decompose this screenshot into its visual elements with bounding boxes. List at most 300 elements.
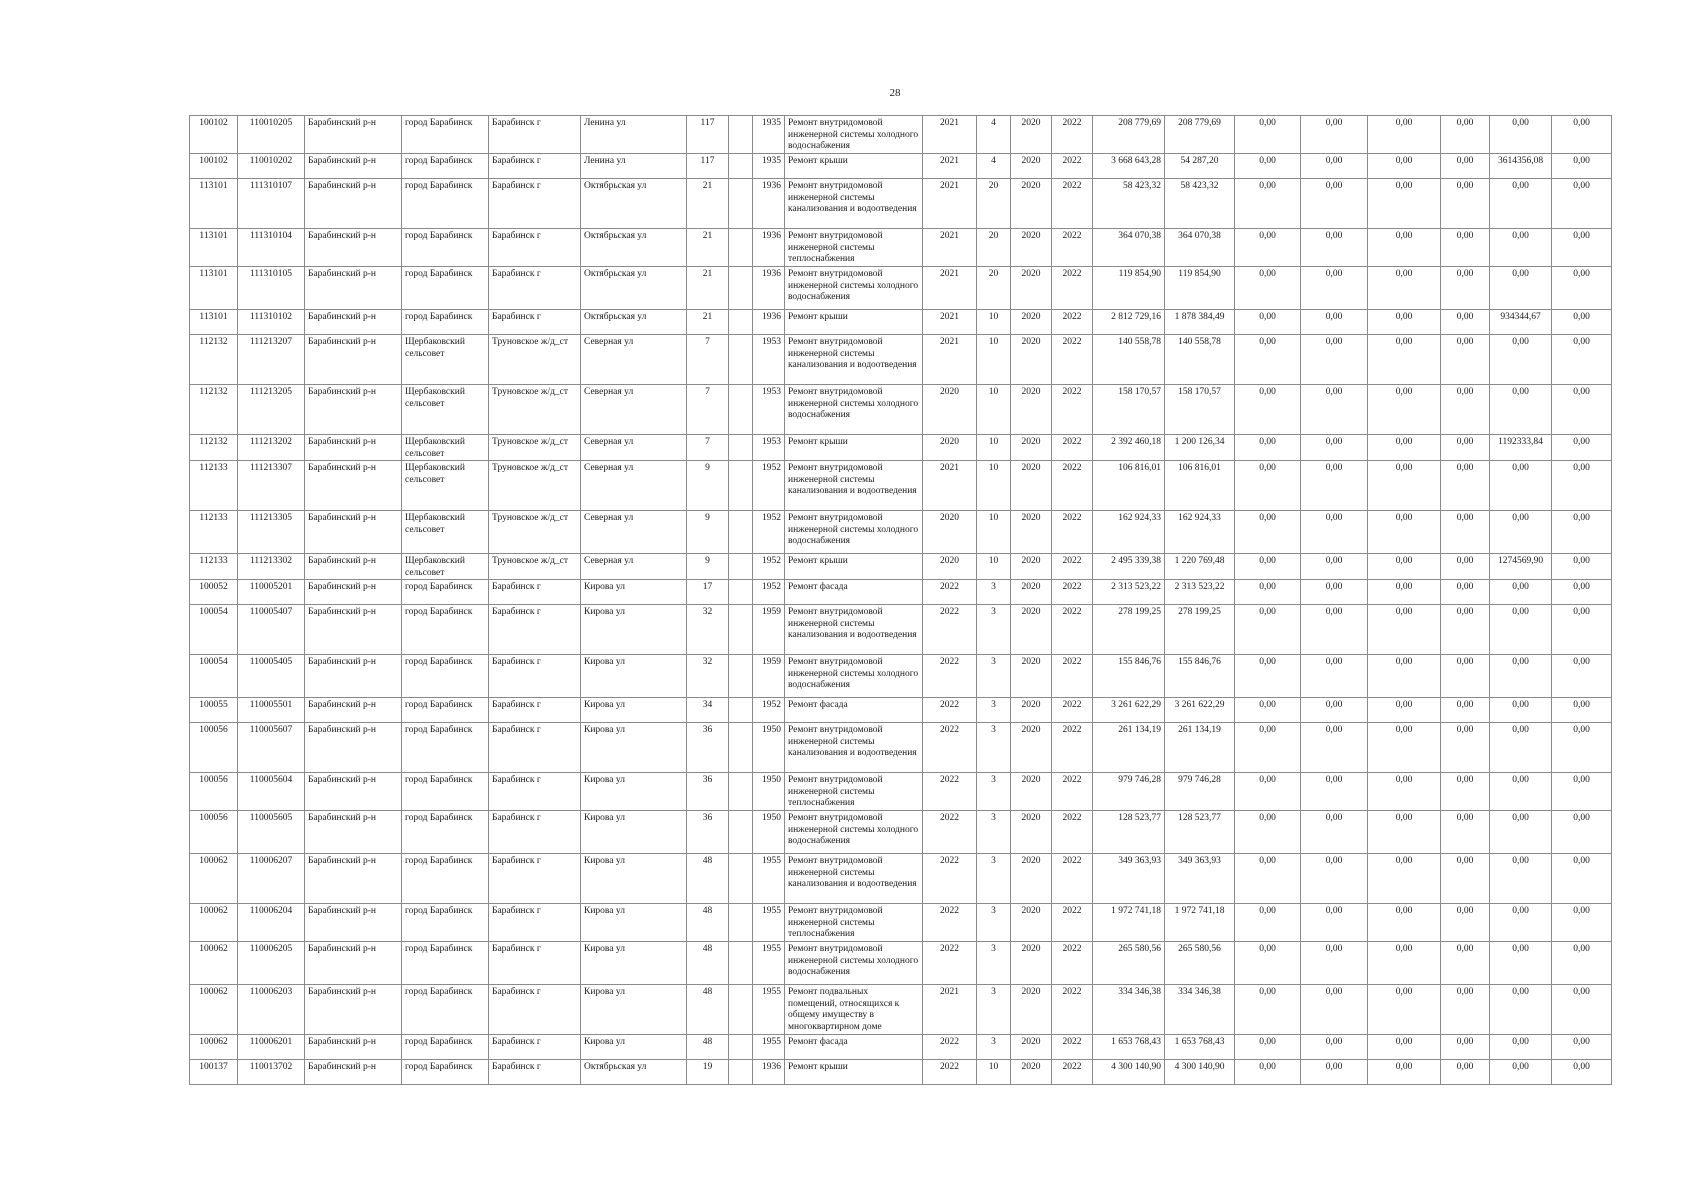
cell-amount-4: 0,00 bbox=[1441, 229, 1490, 267]
cell-building bbox=[729, 511, 753, 554]
cell-amount-3: 0,00 bbox=[1368, 942, 1441, 985]
cell-settlement: Барабинск г bbox=[489, 179, 581, 229]
capital-repair-table-wrapper bbox=[189, 115, 1612, 1085]
cell-fund-amount: 3 261 622,29 bbox=[1165, 698, 1235, 723]
cell-amount-4: 0,00 bbox=[1441, 580, 1490, 605]
cell-house-number: 32 bbox=[687, 655, 729, 698]
table-row bbox=[190, 1060, 1612, 1085]
cell-district: Барабинский р-н bbox=[305, 116, 402, 154]
cell-amount-2: 0,00 bbox=[1301, 229, 1368, 267]
cell-district: Барабинский р-н bbox=[305, 461, 402, 511]
cell-amount-6: 0,00 bbox=[1552, 1035, 1612, 1060]
cell-municipality: Щербаковский сельсовет bbox=[402, 435, 489, 461]
cell-amount-5: 0,00 bbox=[1490, 985, 1552, 1035]
cell-amount-2: 0,00 bbox=[1301, 904, 1368, 942]
page-number: 28 bbox=[889, 87, 901, 99]
cell-period-end: 2022 bbox=[1052, 267, 1093, 310]
table-row bbox=[190, 116, 1612, 154]
cell-building bbox=[729, 773, 753, 811]
cell-amount-4: 0,00 bbox=[1441, 904, 1490, 942]
cell-house-id: 112133 bbox=[190, 511, 238, 554]
cell-amount-3: 0,00 bbox=[1368, 385, 1441, 435]
cell-fund-amount: 1 220 769,48 bbox=[1165, 554, 1235, 580]
cell-settlement: Барабинск г bbox=[489, 985, 581, 1035]
cell-work-id: 111213205 bbox=[238, 385, 305, 435]
cell-municipality: город Барабинск bbox=[402, 723, 489, 773]
cell-count: 3 bbox=[977, 698, 1011, 723]
cell-work-type: Ремонт внутридомовой инженерной системы теплоснабжения bbox=[785, 904, 923, 942]
cell-period-end: 2022 bbox=[1052, 605, 1093, 655]
cell-work-id: 110006201 bbox=[238, 1035, 305, 1060]
cell-amount-5: 0,00 bbox=[1490, 335, 1552, 385]
cell-count: 4 bbox=[977, 154, 1011, 179]
cell-municipality: город Барабинск bbox=[402, 1035, 489, 1060]
cell-amount-2: 0,00 bbox=[1301, 985, 1368, 1035]
cell-total-cost: 4 300 140,90 bbox=[1093, 1060, 1165, 1085]
cell-amount-1: 0,00 bbox=[1235, 116, 1301, 154]
cell-work-type: Ремонт крыши bbox=[785, 435, 923, 461]
cell-amount-4: 0,00 bbox=[1441, 461, 1490, 511]
cell-amount-3: 0,00 bbox=[1368, 580, 1441, 605]
cell-fund-amount: 261 134,19 bbox=[1165, 723, 1235, 773]
cell-street: Северная ул bbox=[581, 385, 687, 435]
cell-amount-3: 0,00 bbox=[1368, 1060, 1441, 1085]
cell-amount-5: 0,00 bbox=[1490, 267, 1552, 310]
cell-fund-amount: 58 423,32 bbox=[1165, 179, 1235, 229]
cell-district: Барабинский р-н bbox=[305, 154, 402, 179]
cell-municipality: город Барабинск bbox=[402, 698, 489, 723]
cell-plan-year: 2021 bbox=[923, 179, 977, 229]
cell-period-end: 2022 bbox=[1052, 1035, 1093, 1060]
cell-fund-amount: 349 363,93 bbox=[1165, 854, 1235, 904]
cell-total-cost: 140 558,78 bbox=[1093, 335, 1165, 385]
cell-house-id: 112132 bbox=[190, 385, 238, 435]
cell-count: 3 bbox=[977, 985, 1011, 1035]
cell-period-start: 2020 bbox=[1011, 310, 1052, 335]
cell-amount-4: 0,00 bbox=[1441, 335, 1490, 385]
cell-year-built: 1953 bbox=[753, 335, 785, 385]
cell-work-type: Ремонт крыши bbox=[785, 554, 923, 580]
cell-street: Кирова ул bbox=[581, 1035, 687, 1060]
cell-plan-year: 2022 bbox=[923, 698, 977, 723]
cell-period-start: 2020 bbox=[1011, 698, 1052, 723]
cell-amount-4: 0,00 bbox=[1441, 811, 1490, 854]
cell-house-id: 100054 bbox=[190, 605, 238, 655]
cell-municipality: город Барабинск bbox=[402, 773, 489, 811]
cell-street: Северная ул bbox=[581, 435, 687, 461]
cell-amount-1: 0,00 bbox=[1235, 511, 1301, 554]
cell-total-cost: 128 523,77 bbox=[1093, 811, 1165, 854]
cell-house-number: 117 bbox=[687, 116, 729, 154]
cell-municipality: Щербаковский сельсовет bbox=[402, 385, 489, 435]
cell-house-number: 9 bbox=[687, 554, 729, 580]
cell-amount-5: 0,00 bbox=[1490, 904, 1552, 942]
cell-work-id: 110010202 bbox=[238, 154, 305, 179]
cell-total-cost: 155 846,76 bbox=[1093, 655, 1165, 698]
cell-amount-2: 0,00 bbox=[1301, 854, 1368, 904]
cell-fund-amount: 2 313 523,22 bbox=[1165, 580, 1235, 605]
cell-total-cost: 1 653 768,43 bbox=[1093, 1035, 1165, 1060]
cell-plan-year: 2022 bbox=[923, 811, 977, 854]
cell-total-cost: 261 134,19 bbox=[1093, 723, 1165, 773]
cell-period-start: 2020 bbox=[1011, 904, 1052, 942]
cell-settlement: Барабинск г bbox=[489, 267, 581, 310]
cell-fund-amount: 278 199,25 bbox=[1165, 605, 1235, 655]
table-row bbox=[190, 335, 1612, 385]
cell-building bbox=[729, 854, 753, 904]
cell-total-cost: 162 924,33 bbox=[1093, 511, 1165, 554]
cell-fund-amount: 334 346,38 bbox=[1165, 985, 1235, 1035]
cell-settlement: Труновское ж/д_ст bbox=[489, 511, 581, 554]
cell-settlement: Барабинск г bbox=[489, 1035, 581, 1060]
cell-work-type: Ремонт фасада bbox=[785, 580, 923, 605]
cell-amount-5: 0,00 bbox=[1490, 580, 1552, 605]
cell-building bbox=[729, 811, 753, 854]
cell-district: Барабинский р-н bbox=[305, 310, 402, 335]
cell-amount-4: 0,00 bbox=[1441, 154, 1490, 179]
cell-house-id: 112132 bbox=[190, 435, 238, 461]
cell-period-start: 2020 bbox=[1011, 580, 1052, 605]
table-row bbox=[190, 179, 1612, 229]
cell-district: Барабинский р-н bbox=[305, 811, 402, 854]
cell-settlement: Труновское ж/д_ст bbox=[489, 461, 581, 511]
cell-amount-1: 0,00 bbox=[1235, 267, 1301, 310]
cell-year-built: 1950 bbox=[753, 773, 785, 811]
cell-work-id: 110006203 bbox=[238, 985, 305, 1035]
cell-house-number: 34 bbox=[687, 698, 729, 723]
cell-plan-year: 2020 bbox=[923, 435, 977, 461]
cell-work-type: Ремонт внутридомовой инженерной системы холодного водоснабжения bbox=[785, 942, 923, 985]
cell-fund-amount: 265 580,56 bbox=[1165, 942, 1235, 985]
cell-fund-amount: 106 816,01 bbox=[1165, 461, 1235, 511]
cell-fund-amount: 4 300 140,90 bbox=[1165, 1060, 1235, 1085]
cell-district: Барабинский р-н bbox=[305, 554, 402, 580]
cell-street: Кирова ул bbox=[581, 773, 687, 811]
cell-street: Кирова ул bbox=[581, 723, 687, 773]
cell-amount-4: 0,00 bbox=[1441, 854, 1490, 904]
cell-fund-amount: 1 653 768,43 bbox=[1165, 1035, 1235, 1060]
cell-municipality: город Барабинск bbox=[402, 904, 489, 942]
cell-house-id: 100052 bbox=[190, 580, 238, 605]
cell-period-end: 2022 bbox=[1052, 385, 1093, 435]
cell-amount-2: 0,00 bbox=[1301, 461, 1368, 511]
cell-amount-3: 0,00 bbox=[1368, 554, 1441, 580]
cell-amount-6: 0,00 bbox=[1552, 511, 1612, 554]
table-row bbox=[190, 723, 1612, 773]
cell-municipality: Щербаковский сельсовет bbox=[402, 335, 489, 385]
cell-period-start: 2020 bbox=[1011, 854, 1052, 904]
cell-building bbox=[729, 655, 753, 698]
cell-building bbox=[729, 267, 753, 310]
cell-period-end: 2022 bbox=[1052, 435, 1093, 461]
cell-amount-1: 0,00 bbox=[1235, 655, 1301, 698]
cell-municipality: город Барабинск bbox=[402, 811, 489, 854]
cell-period-end: 2022 bbox=[1052, 904, 1093, 942]
cell-period-start: 2020 bbox=[1011, 267, 1052, 310]
cell-plan-year: 2022 bbox=[923, 1060, 977, 1085]
cell-amount-3: 0,00 bbox=[1368, 811, 1441, 854]
cell-count: 3 bbox=[977, 773, 1011, 811]
cell-house-number: 48 bbox=[687, 854, 729, 904]
cell-year-built: 1936 bbox=[753, 1060, 785, 1085]
cell-count: 10 bbox=[977, 1060, 1011, 1085]
cell-amount-5: 0,00 bbox=[1490, 1060, 1552, 1085]
cell-amount-1: 0,00 bbox=[1235, 461, 1301, 511]
cell-street: Кирова ул bbox=[581, 580, 687, 605]
cell-house-id: 100062 bbox=[190, 942, 238, 985]
cell-municipality: город Барабинск bbox=[402, 310, 489, 335]
cell-building bbox=[729, 1060, 753, 1085]
cell-plan-year: 2021 bbox=[923, 985, 977, 1035]
cell-work-type: Ремонт внутридомовой инженерной системы холодного водоснабжения bbox=[785, 655, 923, 698]
cell-house-number: 9 bbox=[687, 461, 729, 511]
cell-settlement: Барабинск г bbox=[489, 310, 581, 335]
cell-year-built: 1955 bbox=[753, 904, 785, 942]
cell-fund-amount: 140 558,78 bbox=[1165, 335, 1235, 385]
cell-street: Кирова ул bbox=[581, 811, 687, 854]
cell-count: 3 bbox=[977, 580, 1011, 605]
cell-street: Северная ул bbox=[581, 511, 687, 554]
cell-work-id: 111213305 bbox=[238, 511, 305, 554]
cell-building bbox=[729, 723, 753, 773]
cell-street: Октябрьская ул bbox=[581, 1060, 687, 1085]
cell-plan-year: 2022 bbox=[923, 655, 977, 698]
cell-total-cost: 119 854,90 bbox=[1093, 267, 1165, 310]
cell-total-cost: 979 746,28 bbox=[1093, 773, 1165, 811]
cell-house-id: 100062 bbox=[190, 854, 238, 904]
cell-amount-2: 0,00 bbox=[1301, 385, 1368, 435]
cell-amount-4: 0,00 bbox=[1441, 1060, 1490, 1085]
cell-settlement: Труновское ж/д_ст bbox=[489, 554, 581, 580]
cell-district: Барабинский р-н bbox=[305, 723, 402, 773]
cell-amount-1: 0,00 bbox=[1235, 1035, 1301, 1060]
cell-period-end: 2022 bbox=[1052, 698, 1093, 723]
cell-house-number: 48 bbox=[687, 1035, 729, 1060]
cell-district: Барабинский р-н bbox=[305, 335, 402, 385]
cell-building bbox=[729, 580, 753, 605]
cell-amount-2: 0,00 bbox=[1301, 773, 1368, 811]
cell-amount-4: 0,00 bbox=[1441, 267, 1490, 310]
cell-amount-6: 0,00 bbox=[1552, 605, 1612, 655]
cell-building bbox=[729, 435, 753, 461]
cell-amount-4: 0,00 bbox=[1441, 554, 1490, 580]
cell-work-type: Ремонт внутридомовой инженерной системы канализования и водоотведения bbox=[785, 854, 923, 904]
cell-period-end: 2022 bbox=[1052, 310, 1093, 335]
table-row bbox=[190, 605, 1612, 655]
cell-amount-6: 0,00 bbox=[1552, 116, 1612, 154]
cell-amount-2: 0,00 bbox=[1301, 723, 1368, 773]
cell-period-start: 2020 bbox=[1011, 435, 1052, 461]
cell-district: Барабинский р-н bbox=[305, 511, 402, 554]
cell-district: Барабинский р-н bbox=[305, 942, 402, 985]
cell-period-end: 2022 bbox=[1052, 116, 1093, 154]
cell-street: Кирова ул bbox=[581, 942, 687, 985]
cell-amount-6: 0,00 bbox=[1552, 811, 1612, 854]
cell-district: Барабинский р-н bbox=[305, 580, 402, 605]
cell-amount-2: 0,00 bbox=[1301, 511, 1368, 554]
cell-year-built: 1952 bbox=[753, 554, 785, 580]
cell-amount-3: 0,00 bbox=[1368, 267, 1441, 310]
cell-street: Октябрьская ул bbox=[581, 267, 687, 310]
cell-count: 10 bbox=[977, 554, 1011, 580]
cell-amount-1: 0,00 bbox=[1235, 385, 1301, 435]
cell-year-built: 1959 bbox=[753, 605, 785, 655]
cell-work-id: 110005407 bbox=[238, 605, 305, 655]
cell-count: 20 bbox=[977, 229, 1011, 267]
cell-building bbox=[729, 179, 753, 229]
cell-fund-amount: 162 924,33 bbox=[1165, 511, 1235, 554]
cell-count: 3 bbox=[977, 1035, 1011, 1060]
cell-year-built: 1936 bbox=[753, 267, 785, 310]
cell-amount-3: 0,00 bbox=[1368, 310, 1441, 335]
cell-work-type: Ремонт внутридомовой инженерной системы теплоснабжения bbox=[785, 229, 923, 267]
cell-house-number: 48 bbox=[687, 985, 729, 1035]
table-row bbox=[190, 461, 1612, 511]
cell-fund-amount: 54 287,20 bbox=[1165, 154, 1235, 179]
cell-fund-amount: 1 878 384,49 bbox=[1165, 310, 1235, 335]
cell-amount-6: 0,00 bbox=[1552, 229, 1612, 267]
cell-amount-1: 0,00 bbox=[1235, 698, 1301, 723]
cell-period-start: 2020 bbox=[1011, 655, 1052, 698]
cell-amount-5: 0,00 bbox=[1490, 723, 1552, 773]
cell-work-type: Ремонт внутридомовой инженерной системы холодного водоснабжения bbox=[785, 811, 923, 854]
cell-amount-6: 0,00 bbox=[1552, 435, 1612, 461]
cell-municipality: город Барабинск bbox=[402, 179, 489, 229]
cell-amount-6: 0,00 bbox=[1552, 773, 1612, 811]
cell-fund-amount: 158 170,57 bbox=[1165, 385, 1235, 435]
cell-amount-6: 0,00 bbox=[1552, 335, 1612, 385]
cell-count: 3 bbox=[977, 655, 1011, 698]
cell-house-number: 21 bbox=[687, 267, 729, 310]
cell-house-number: 7 bbox=[687, 335, 729, 385]
cell-plan-year: 2021 bbox=[923, 229, 977, 267]
cell-period-end: 2022 bbox=[1052, 773, 1093, 811]
cell-period-start: 2020 bbox=[1011, 811, 1052, 854]
cell-house-id: 100056 bbox=[190, 723, 238, 773]
cell-year-built: 1952 bbox=[753, 580, 785, 605]
cell-period-start: 2020 bbox=[1011, 229, 1052, 267]
cell-work-type: Ремонт внутридомовой инженерной системы канализования и водоотведения bbox=[785, 723, 923, 773]
cell-work-id: 111310102 bbox=[238, 310, 305, 335]
cell-street: Северная ул bbox=[581, 335, 687, 385]
cell-house-number: 7 bbox=[687, 435, 729, 461]
cell-year-built: 1952 bbox=[753, 698, 785, 723]
cell-amount-1: 0,00 bbox=[1235, 580, 1301, 605]
cell-house-id: 112132 bbox=[190, 335, 238, 385]
cell-amount-6: 0,00 bbox=[1552, 904, 1612, 942]
cell-settlement: Барабинск г bbox=[489, 229, 581, 267]
cell-work-type: Ремонт фасада bbox=[785, 1035, 923, 1060]
cell-count: 20 bbox=[977, 179, 1011, 229]
cell-plan-year: 2022 bbox=[923, 1035, 977, 1060]
cell-plan-year: 2022 bbox=[923, 580, 977, 605]
cell-fund-amount: 155 846,76 bbox=[1165, 655, 1235, 698]
cell-district: Барабинский р-н bbox=[305, 267, 402, 310]
cell-municipality: город Барабинск bbox=[402, 267, 489, 310]
cell-house-number: 7 bbox=[687, 385, 729, 435]
cell-work-id: 111213202 bbox=[238, 435, 305, 461]
cell-building bbox=[729, 942, 753, 985]
cell-house-id: 113101 bbox=[190, 267, 238, 310]
cell-building bbox=[729, 461, 753, 511]
cell-work-id: 110006205 bbox=[238, 942, 305, 985]
cell-period-start: 2020 bbox=[1011, 511, 1052, 554]
cell-period-end: 2022 bbox=[1052, 554, 1093, 580]
cell-period-end: 2022 bbox=[1052, 854, 1093, 904]
cell-period-end: 2022 bbox=[1052, 723, 1093, 773]
cell-work-id: 110013702 bbox=[238, 1060, 305, 1085]
cell-count: 10 bbox=[977, 461, 1011, 511]
cell-street: Октябрьская ул bbox=[581, 179, 687, 229]
cell-amount-4: 0,00 bbox=[1441, 942, 1490, 985]
cell-amount-5: 0,00 bbox=[1490, 811, 1552, 854]
cell-street: Кирова ул bbox=[581, 985, 687, 1035]
cell-house-number: 36 bbox=[687, 811, 729, 854]
cell-fund-amount: 119 854,90 bbox=[1165, 267, 1235, 310]
table-row bbox=[190, 904, 1612, 942]
cell-amount-4: 0,00 bbox=[1441, 698, 1490, 723]
cell-settlement: Барабинск г bbox=[489, 580, 581, 605]
cell-fund-amount: 208 779,69 bbox=[1165, 116, 1235, 154]
cell-building bbox=[729, 1035, 753, 1060]
cell-total-cost: 3 261 622,29 bbox=[1093, 698, 1165, 723]
cell-amount-3: 0,00 bbox=[1368, 1035, 1441, 1060]
cell-amount-3: 0,00 bbox=[1368, 655, 1441, 698]
cell-work-type: Ремонт крыши bbox=[785, 154, 923, 179]
cell-year-built: 1955 bbox=[753, 854, 785, 904]
cell-amount-5: 1192333,84 bbox=[1490, 435, 1552, 461]
cell-settlement: Труновское ж/д_ст bbox=[489, 385, 581, 435]
cell-total-cost: 1 972 741,18 bbox=[1093, 904, 1165, 942]
cell-plan-year: 2021 bbox=[923, 267, 977, 310]
cell-work-id: 111310107 bbox=[238, 179, 305, 229]
cell-amount-1: 0,00 bbox=[1235, 723, 1301, 773]
cell-period-end: 2022 bbox=[1052, 154, 1093, 179]
cell-district: Барабинский р-н bbox=[305, 655, 402, 698]
cell-period-end: 2022 bbox=[1052, 179, 1093, 229]
cell-street: Кирова ул bbox=[581, 854, 687, 904]
cell-work-type: Ремонт внутридомовой инженерной системы холодного водоснабжения bbox=[785, 511, 923, 554]
cell-street: Кирова ул bbox=[581, 605, 687, 655]
cell-plan-year: 2020 bbox=[923, 385, 977, 435]
cell-amount-6: 0,00 bbox=[1552, 154, 1612, 179]
cell-amount-1: 0,00 bbox=[1235, 179, 1301, 229]
cell-street: Кирова ул bbox=[581, 655, 687, 698]
cell-period-end: 2022 bbox=[1052, 1060, 1093, 1085]
cell-plan-year: 2022 bbox=[923, 904, 977, 942]
cell-period-start: 2020 bbox=[1011, 773, 1052, 811]
cell-amount-3: 0,00 bbox=[1368, 179, 1441, 229]
cell-house-id: 113101 bbox=[190, 310, 238, 335]
cell-municipality: город Барабинск bbox=[402, 985, 489, 1035]
cell-period-start: 2020 bbox=[1011, 723, 1052, 773]
cell-amount-5: 0,00 bbox=[1490, 854, 1552, 904]
cell-settlement: Труновское ж/д_ст bbox=[489, 335, 581, 385]
table-row bbox=[190, 698, 1612, 723]
cell-house-number: 48 bbox=[687, 942, 729, 985]
cell-municipality: город Барабинск bbox=[402, 854, 489, 904]
cell-amount-3: 0,00 bbox=[1368, 116, 1441, 154]
cell-district: Барабинский р-н bbox=[305, 605, 402, 655]
cell-building bbox=[729, 904, 753, 942]
cell-settlement: Барабинск г bbox=[489, 154, 581, 179]
cell-house-id: 100102 bbox=[190, 154, 238, 179]
cell-year-built: 1935 bbox=[753, 116, 785, 154]
cell-work-id: 110006207 bbox=[238, 854, 305, 904]
cell-year-built: 1955 bbox=[753, 942, 785, 985]
cell-district: Барабинский р-н bbox=[305, 1035, 402, 1060]
table-row bbox=[190, 580, 1612, 605]
